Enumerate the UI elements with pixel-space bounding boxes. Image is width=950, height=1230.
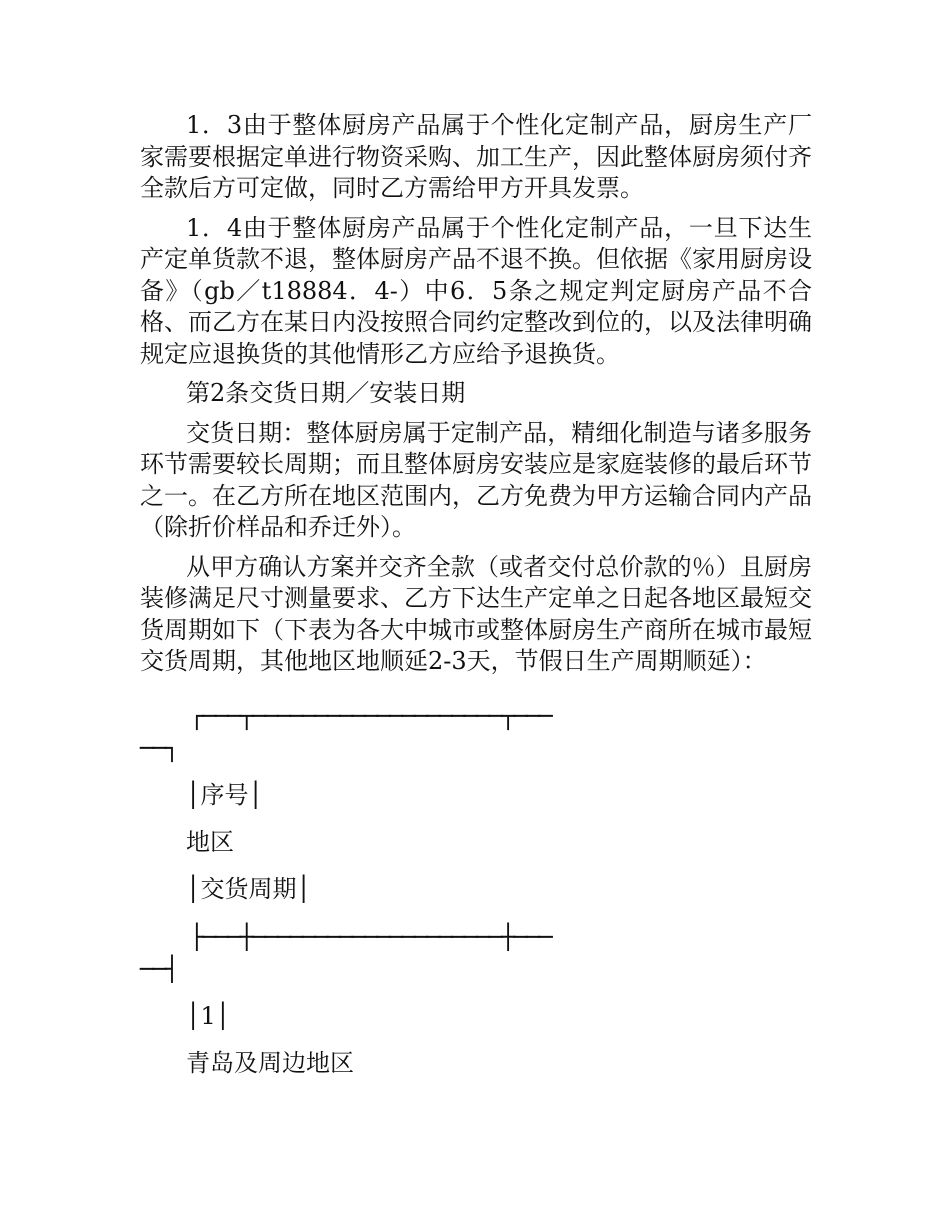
table-mid-border-end: ──┤ (140, 954, 178, 983)
section-heading-article-2: 第2条交货日期／安装日期 (186, 379, 466, 407)
table-row-1-number: │1│ (186, 1001, 231, 1030)
paragraph-delivery-date: 交货日期：整体厨房属于定制产品，精细化制造与诸多服务环节需要较长周期；而且整体厨房安装应是家庭装修的最后环节之一。在乙方所在地区范围内，乙方免费为甲方运输合同内产品（除折价样品和乔迁外）。 (140, 418, 812, 541)
table-top-border: ┌───┬────────────────────┬─── (140, 701, 551, 730)
document-page (140, 110, 812, 1079)
paragraph-delivery-period: 从甲方确认方案并交齐全款（或者交付总价款的％）且厨房装修满足尺寸测量要求、乙方下达生产定单之日起各地区最短交货周期如下（下表为各大中城市或整体厨房生产商所在城市最短交货周期，其他地区地顺延2-3天，节假日生产周期顺延）： (140, 552, 812, 675)
table-mid-border: ├───┼────────────────────┼─── (140, 922, 551, 951)
paragraph-1-4: 1．4由于整体厨房产品属于个性化定制产品，一旦下达生产定单货款不退，整体厨房产品不退不换。但依据《家用厨房设备》（gb／t18884．4-）中6．5条之规定判定厨房产品不合格、而乙方在某日内没按照合同约定整改到位的，以及法律明确规定应退换货的其他情形乙方应给予退换货。 (140, 213, 812, 368)
table-row-1-region: 青岛及周边地区 (186, 1048, 354, 1077)
table-header-region: 地区 (186, 827, 234, 856)
table-header-delivery-period: │交货周期│ (186, 874, 311, 903)
delivery-period-table (140, 700, 812, 1079)
table-top-border-end: ──┐ (140, 733, 178, 762)
table-header-number: │序号│ (186, 780, 263, 809)
paragraph-1-3: 1．3由于整体厨房产品属于个性化定制产品，厨房生产厂家需要根据定单进行物资采购、加工生产，因此整体厨房须付齐全款后方可定做，同时乙方需给甲方开具发票。 (140, 111, 812, 202)
